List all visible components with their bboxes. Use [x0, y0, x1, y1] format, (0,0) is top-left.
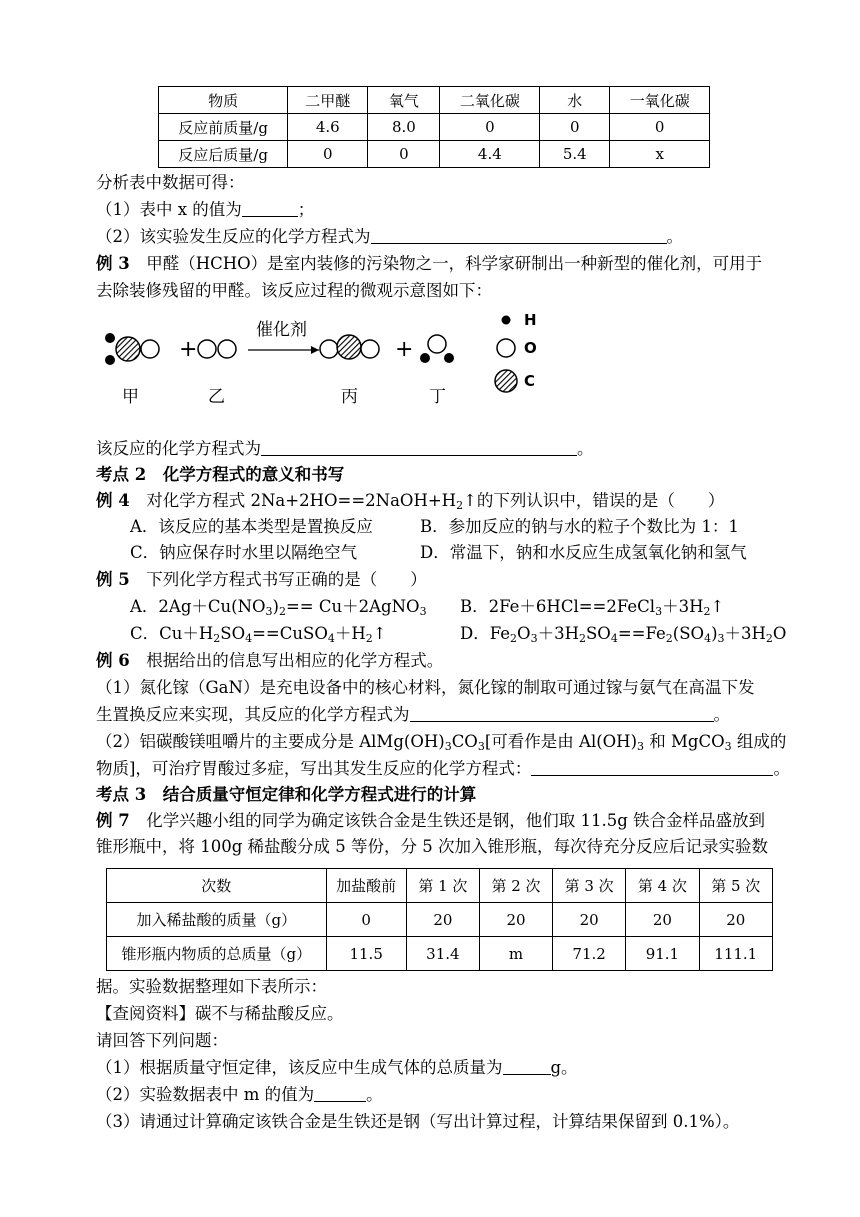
question-2: （2）该实验发生反应的化学方程式为 。: [96, 227, 683, 246]
table-cell: 锥形瓶内物质的总质量（g）: [107, 937, 327, 971]
example-6-q1a: （1）氮化镓（GaN）是充电设备中的核心材料，氮化镓的制取可通过镓与氨气在高温下发: [96, 678, 755, 697]
reference-info: 【查阅资料】碳不与稀盐酸反应。: [96, 1004, 344, 1023]
table-cell: 0: [368, 141, 440, 168]
example-4-option-c: C．钠应保存时水里以隔绝空气: [130, 543, 358, 562]
analysis-text: 分析表中数据可得：: [96, 173, 245, 192]
plus-sign: +: [179, 337, 198, 362]
table-cell: 反应后质量/g: [159, 141, 288, 168]
table-row: [159, 114, 710, 141]
example-5-option-a: A．$2Ag+Cu(NO_3)_2==$ Cu＋2AgNO$_3$: [130, 597, 427, 618]
table-cell: 111.1: [699, 937, 772, 971]
label-yi: 乙: [208, 387, 225, 407]
table-cell: 20: [480, 903, 553, 937]
table-cell: 5.4: [540, 141, 610, 168]
question-1: （1）表中 x 的值为 ；: [96, 200, 315, 219]
mass-table: [158, 86, 710, 168]
table-cell: 加盐酸前: [326, 869, 406, 903]
example-7-cont2: 据。实验数据整理如下表所示：: [96, 977, 327, 996]
example-7-q1: （1）根据质量守恒定律，该反应中生成气体的总质量为 g。: [96, 1058, 578, 1077]
table-row: [107, 937, 773, 971]
table-cell: 0: [610, 114, 710, 141]
table-cell: 4.4: [440, 141, 540, 168]
svg-text:C: C: [524, 372, 536, 390]
table-cell: 0: [440, 114, 540, 141]
table-row: [159, 141, 710, 168]
table-cell: 反应前质量/g: [159, 114, 288, 141]
example-5-option-d: D．$Fe_2O_3+3H_2SO_4==Fe_2(SO_4)_3+3H_2O$: [460, 624, 787, 645]
table-cell: 第 5 次: [699, 869, 772, 903]
table-cell: 氧气: [368, 87, 440, 114]
table-cell: 加入稀盐酸的质量（g）: [107, 903, 327, 937]
table-cell: 0: [540, 114, 610, 141]
example-4: 例 4 对化学方程式 $2Na+2HO==2NaOH+H_2↑$的下列认识中，错误的是（ ）: [96, 491, 725, 512]
example-7-q2: （2）实验数据表中 m 的值为 。: [96, 1085, 383, 1104]
svg-text:O: O: [524, 339, 537, 357]
example-6-q1b: 生置换反应来实现，其反应的化学方程式为 。: [96, 705, 730, 724]
example-3-equation: 该反应的化学方程式为 。: [96, 439, 594, 458]
table-cell: 0: [288, 141, 368, 168]
table-cell: 20: [553, 903, 626, 937]
kaodian-3-heading: 考点 3 结合质量守恒定律和化学方程式进行的计算: [96, 785, 477, 804]
table-cell: 4.6: [288, 114, 368, 141]
svg-text:H: H: [524, 311, 537, 329]
molecule-jia: [105, 333, 159, 365]
table-cell: 水: [540, 87, 610, 114]
molecule-bing: [320, 335, 379, 359]
table-cell: 第 4 次: [626, 869, 699, 903]
example-4-option-a: A．该反应的基本类型是置换反应: [130, 517, 373, 536]
example-7: 例 7 化学兴趣小组的同学为确定该铁合金是生铁还是钢，他们取 11.5g 铁合金样品盛放到: [96, 811, 766, 830]
example-3-cont: 去除装修残留的甲醛。该反应过程的微观示意图如下：: [96, 281, 492, 300]
label-bing: 丙: [341, 387, 358, 407]
example-6-q2b: 物质]，可治疗胃酸过多症，写出其发生反应的化学方程式： 。: [96, 759, 790, 778]
table-cell: 71.2: [553, 937, 626, 971]
example-6: 例 6 根据给出的信息写出相应的化学方程式。: [96, 651, 444, 670]
table-header-row: [107, 869, 773, 903]
example-7-cont: 锥形瓶中，将 100g 稀盐酸分成 5 等份，分 5 次加入锥形瓶，每次待充分反应后记录实验数: [96, 837, 769, 856]
table-cell: 二甲醚: [288, 87, 368, 114]
table-cell: 第 1 次: [406, 869, 479, 903]
example-6-q2a: （2）铝碳酸镁咀嚼片的主要成分是 $AlMg(OH)_3CO_3$[可看作是由 $Al(OH)_3$ 和 MgCO$_3$ 组成的: [96, 732, 787, 753]
table-cell: 31.4: [406, 937, 479, 971]
answer-prompt: 请回答下列问题：: [96, 1031, 228, 1050]
table-cell: 一氧化碳: [610, 87, 710, 114]
micro-reaction-diagram: [96, 300, 566, 412]
experiment-table: [106, 868, 773, 971]
table-cell: m: [480, 937, 553, 971]
table-cell: 8.0: [368, 114, 440, 141]
example-5-option-b: B．$2Fe+6HCl==2FeCl_3+3H_2↑$: [460, 597, 725, 618]
example-3: 例 3 甲醛（HCHO）是室内装修的污染物之一，科学家研制出一种新型的催化剂，可用于: [96, 254, 763, 273]
table-cell: 20: [406, 903, 479, 937]
label-ding: 丁: [429, 387, 446, 407]
example-5-option-c: C．$Cu+H_2SO_4==CuSO_4+H_2↑$: [130, 624, 387, 645]
table-cell: x: [610, 141, 710, 168]
table-cell: 物质: [159, 87, 288, 114]
table-cell: 91.1: [626, 937, 699, 971]
table-cell: 次数: [107, 869, 327, 903]
table-cell: 第 3 次: [553, 869, 626, 903]
plus-sign: +: [395, 337, 414, 362]
legend: [495, 311, 537, 392]
example-4-option-b: B．参加反应的钠与水的粒子个数比为 1：1: [420, 517, 739, 536]
kaodian-2-heading: 考点 2 化学方程式的意义和书写: [96, 465, 345, 484]
table-cell: 11.5: [326, 937, 406, 971]
table-row: [107, 903, 773, 937]
label-jia: 甲: [122, 387, 139, 407]
example-5: 例 5 下列化学方程式书写正确的是（ ）: [96, 570, 427, 589]
table-cell: 20: [699, 903, 772, 937]
table-cell: 第 2 次: [480, 869, 553, 903]
example-7-q3: （3）请通过计算确定该铁合金是生铁还是钢（写出计算过程，计算结果保留到 0.1%）。: [96, 1112, 740, 1131]
table-cell: 0: [326, 903, 406, 937]
catalyst-label: 催化剂: [256, 320, 307, 340]
table-header-row: [159, 87, 710, 114]
table-cell: 二氧化碳: [440, 87, 540, 114]
arrow-head: [311, 346, 319, 354]
molecule-yi: [198, 340, 236, 358]
table-cell: 20: [626, 903, 699, 937]
example-4-option-d: D．常温下，钠和水反应生成氢氧化钠和氢气: [420, 543, 747, 562]
molecule-ding: [420, 335, 454, 363]
